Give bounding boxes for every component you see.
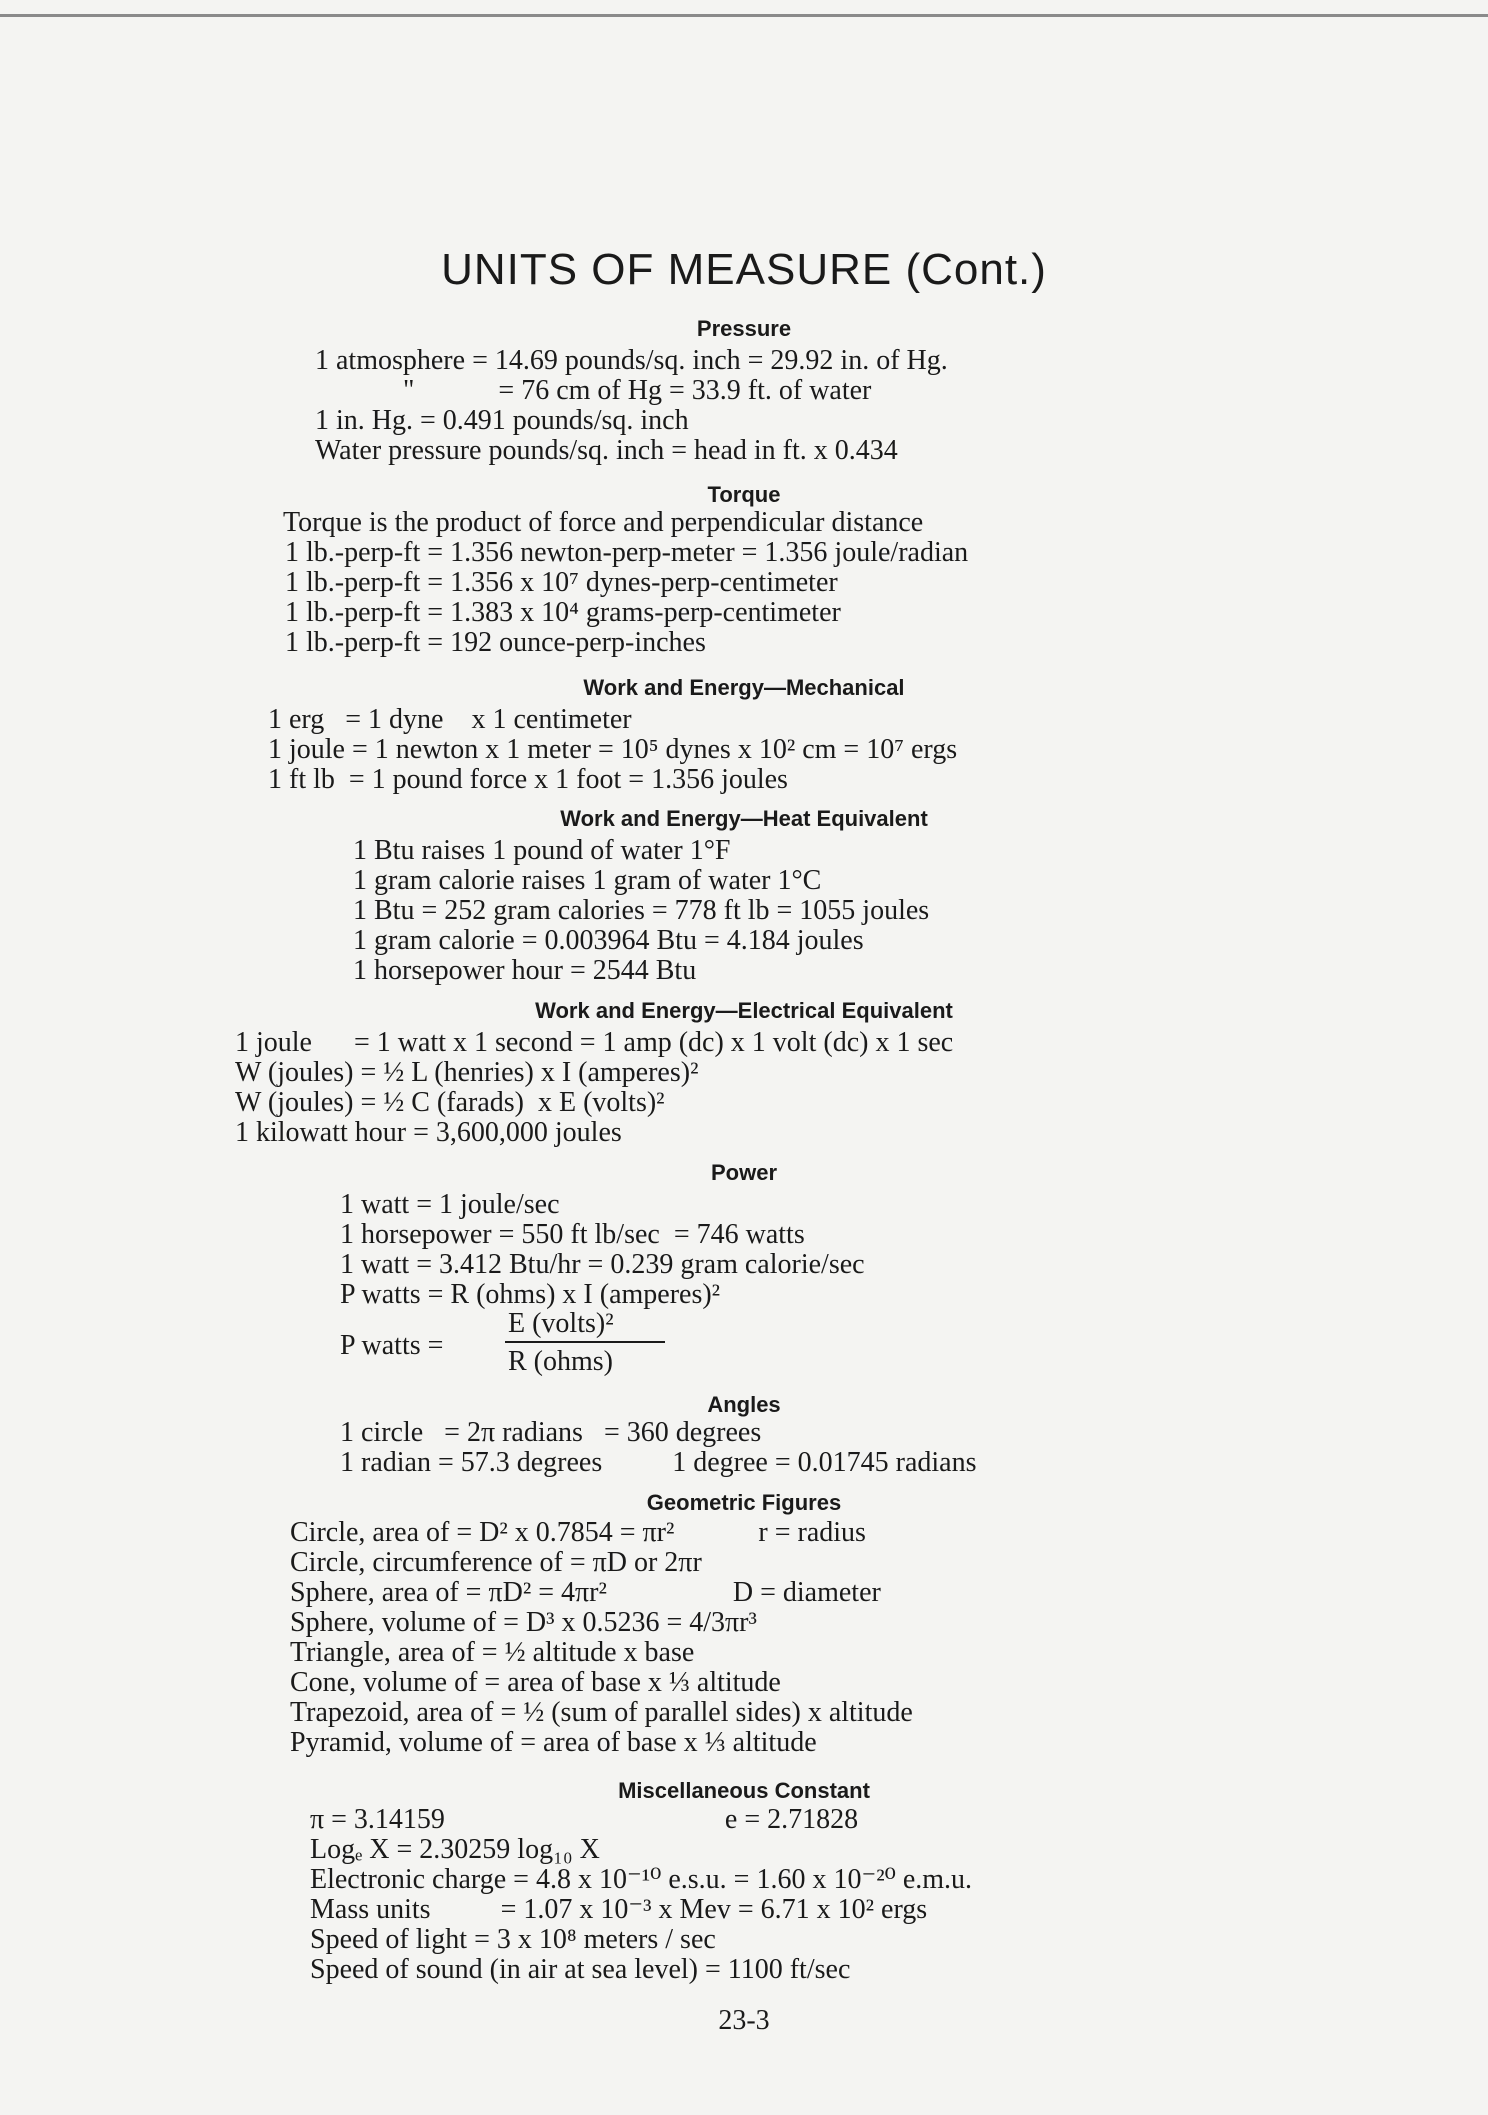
heading-work-electrical: Work and Energy—Electrical Equivalent	[535, 998, 953, 1023]
heading-torque: Torque	[707, 482, 781, 507]
fraction-bar	[505, 1341, 665, 1343]
electrical-line: W (joules) = ½ L (henries) x I (amperes)²	[235, 1057, 699, 1088]
heat-line: 1 gram calorie = 0.003964 Btu = 4.184 joules	[353, 925, 864, 956]
power-fraction-numerator: E (volts)²	[508, 1308, 614, 1339]
heading-power: Power	[710, 1160, 778, 1185]
misc-line: Mass units = 1.07 x 10⁻³ x Mev = 6.71 x 10² ergs	[310, 1894, 928, 1925]
power-line: 1 horsepower = 550 ft lb/sec = 746 watts	[340, 1219, 805, 1250]
heat-line: 1 Btu = 252 gram calories = 778 ft lb = 1055 joules	[353, 895, 930, 926]
heading-angles: Angles	[707, 1392, 781, 1417]
pressure-line: 1 atmosphere = 14.69 pounds/sq. inch = 29.92 in. of Hg.	[315, 345, 948, 376]
pressure-line: Water pressure pounds/sq. inch = head in ft. x 0.434	[315, 435, 898, 466]
geometric-line: Circle, area of = D² x 0.7854 = πr² r = radius	[290, 1517, 866, 1548]
misc-line: π = 3.14159 e = 2.71828	[310, 1804, 859, 1835]
geometric-line: Pyramid, volume of = area of base x ⅓ altitude	[290, 1727, 817, 1758]
heading-geometric: Geometric Figures	[646, 1490, 842, 1515]
torque-line: 1 lb.-perp-ft = 1.356 newton-perp-meter = 1.356 joule/radian	[285, 537, 969, 568]
geometric-line: Cone, volume of = area of base x ⅓ altitude	[290, 1667, 781, 1698]
heat-line: 1 horsepower hour = 2544 Btu	[353, 955, 697, 986]
heading-misc-constant: Miscellaneous Constant	[618, 1778, 870, 1803]
misc-line: Electronic charge = 4.8 x 10⁻¹⁰ e.s.u. = 1.60 x 10⁻²⁰ e.m.u.	[310, 1864, 973, 1895]
angles-line: 1 circle = 2π radians = 360 degrees	[340, 1417, 762, 1448]
power-fraction-denominator: R (ohms)	[508, 1346, 613, 1377]
mechanical-line: 1 ft lb = 1 pound force x 1 foot = 1.356 joules	[268, 764, 788, 795]
heat-line: 1 Btu raises 1 pound of water 1°F	[353, 835, 731, 866]
page-title: UNITS OF MEASURE (Cont.)	[441, 245, 1047, 294]
geometric-line: Sphere, volume of = D³ x 0.5236 = 4/3πr³	[290, 1607, 757, 1638]
torque-line: 1 lb.-perp-ft = 1.356 x 10⁷ dynes-perp-centimeter	[285, 567, 838, 598]
scan-top-border	[0, 14, 1488, 17]
power-line: 1 watt = 1 joule/sec	[340, 1189, 560, 1220]
heading-pressure: Pressure	[696, 316, 792, 341]
geometric-line: Sphere, area of = πD² = 4πr² D = diameter	[290, 1577, 881, 1608]
electrical-line: 1 joule = 1 watt x 1 second = 1 amp (dc) x 1 volt (dc) x 1 sec	[235, 1027, 954, 1058]
mechanical-line: 1 erg = 1 dyne x 1 centimeter	[268, 704, 632, 735]
heat-line: 1 gram calorie raises 1 gram of water 1°C	[353, 865, 822, 896]
page-number: 23-3	[718, 2005, 770, 2036]
misc-line: Speed of light = 3 x 10⁸ meters / sec	[310, 1924, 716, 1955]
misc-line: Logₑ X = 2.30259 log₁₀ X	[310, 1834, 600, 1865]
geometric-line: Trapezoid, area of = ½ (sum of parallel sides) x altitude	[290, 1697, 913, 1728]
geometric-line: Triangle, area of = ½ altitude x base	[290, 1637, 695, 1668]
power-line: 1 watt = 3.412 Btu/hr = 0.239 gram calorie/sec	[340, 1249, 865, 1280]
misc-line: Speed of sound (in air at sea level) = 1100 ft/sec	[310, 1954, 851, 1985]
electrical-line: 1 kilowatt hour = 3,600,000 joules	[235, 1117, 622, 1148]
mechanical-line: 1 joule = 1 newton x 1 meter = 10⁵ dynes x 10² cm = 10⁷ ergs	[268, 734, 958, 765]
power-line: P watts = R (ohms) x I (amperes)²	[340, 1279, 721, 1310]
heading-work-heat: Work and Energy—Heat Equivalent	[560, 806, 928, 831]
geometric-line: Circle, circumference of = πD or 2πr	[290, 1547, 702, 1578]
electrical-line: W (joules) = ½ C (farads) x E (volts)²	[235, 1087, 665, 1118]
power-fraction-lhs: P watts =	[340, 1330, 444, 1361]
torque-line: Torque is the product of force and perpendicular distance	[283, 507, 924, 538]
pressure-line: " = 76 cm of Hg = 33.9 ft. of water	[403, 375, 872, 406]
heading-work-mechanical: Work and Energy—Mechanical	[583, 675, 905, 700]
torque-line: 1 lb.-perp-ft = 192 ounce-perp-inches	[285, 627, 706, 658]
pressure-line: 1 in. Hg. = 0.491 pounds/sq. inch	[315, 405, 689, 436]
angles-line: 1 radian = 57.3 degrees 1 degree = 0.01745 radians	[340, 1447, 977, 1478]
torque-line: 1 lb.-perp-ft = 1.383 x 10⁴ grams-perp-centimeter	[285, 597, 841, 628]
